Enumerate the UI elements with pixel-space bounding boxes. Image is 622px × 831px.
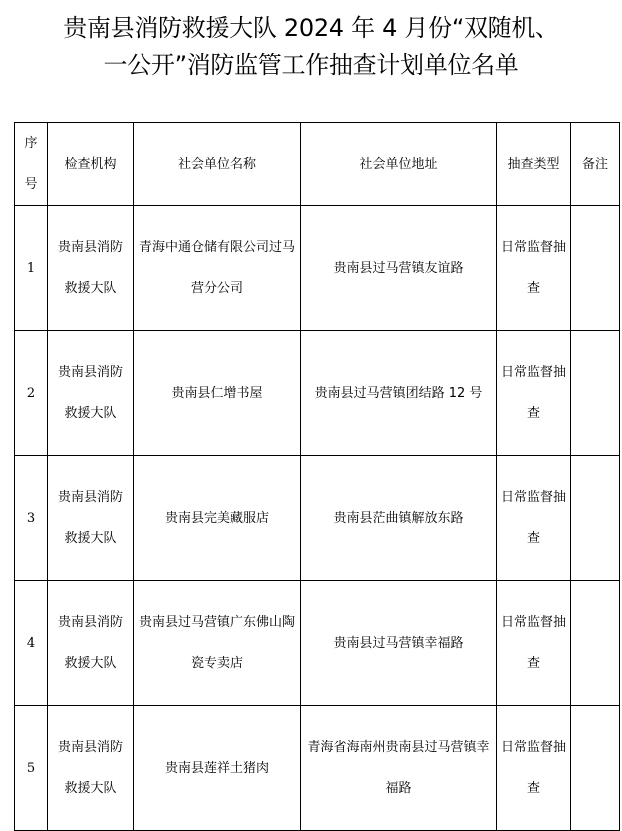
- row-unit-address: 贵南县过马营镇友谊路: [301, 206, 497, 331]
- row-seq: 3: [15, 456, 48, 581]
- row-unit-address: 贵南县茫曲镇解放东路: [301, 456, 497, 581]
- row-check-type: 日常监督抽查: [497, 581, 571, 706]
- title-line-1: 贵南县消防救援大队 2024 年 4 月份“双随机、: [63, 14, 559, 42]
- row-check-type: 日常监督抽查: [497, 706, 571, 831]
- row-unit-name: 贵南县完美藏服店: [134, 456, 301, 581]
- header-agency: 检查机构: [48, 123, 134, 206]
- table-row: [15, 456, 620, 581]
- row-remark: [571, 706, 620, 831]
- row-agency: 贵南县消防救援大队: [48, 581, 134, 706]
- table-row: [15, 706, 620, 831]
- row-unit-name: 贵南县仁增书屋: [134, 331, 301, 456]
- document-title: [0, 10, 622, 84]
- header-unit-address: 社会单位地址: [301, 123, 497, 206]
- row-unit-address: 贵南县过马营镇团结路 12 号: [301, 331, 497, 456]
- row-unit-name: 青海中通仓储有限公司过马营分公司: [134, 206, 301, 331]
- header-seq: 序号: [15, 123, 48, 206]
- header-remark: 备注: [571, 123, 620, 206]
- row-check-type: 日常监督抽查: [497, 456, 571, 581]
- row-remark: [571, 581, 620, 706]
- row-agency: 贵南县消防救援大队: [48, 206, 134, 331]
- table-row: [15, 581, 620, 706]
- table-header-row: [15, 123, 620, 206]
- row-remark: [571, 206, 620, 331]
- row-seq: 5: [15, 706, 48, 831]
- title-line-2: 一公开”消防监管工作抽查计划单位名单: [103, 51, 519, 79]
- row-agency: 贵南县消防救援大队: [48, 456, 134, 581]
- row-check-type: 日常监督抽查: [497, 331, 571, 456]
- table-row: [15, 206, 620, 331]
- row-agency: 贵南县消防救援大队: [48, 331, 134, 456]
- row-unit-name: 贵南县过马营镇广东佛山陶瓷专卖店: [134, 581, 301, 706]
- row-seq: 1: [15, 206, 48, 331]
- row-unit-name: 贵南县莲祥土猪肉: [134, 706, 301, 831]
- row-remark: [571, 456, 620, 581]
- row-remark: [571, 331, 620, 456]
- inspection-plan-table: [14, 122, 620, 831]
- row-unit-address: 青海省海南州贵南县过马营镇幸福路: [301, 706, 497, 831]
- header-check-type: 抽查类型: [497, 123, 571, 206]
- row-check-type: 日常监督抽查: [497, 206, 571, 331]
- row-unit-address: 贵南县过马营镇幸福路: [301, 581, 497, 706]
- row-agency: 贵南县消防救援大队: [48, 706, 134, 831]
- table-row: [15, 331, 620, 456]
- row-seq: 2: [15, 331, 48, 456]
- row-seq: 4: [15, 581, 48, 706]
- header-unit-name: 社会单位名称: [134, 123, 301, 206]
